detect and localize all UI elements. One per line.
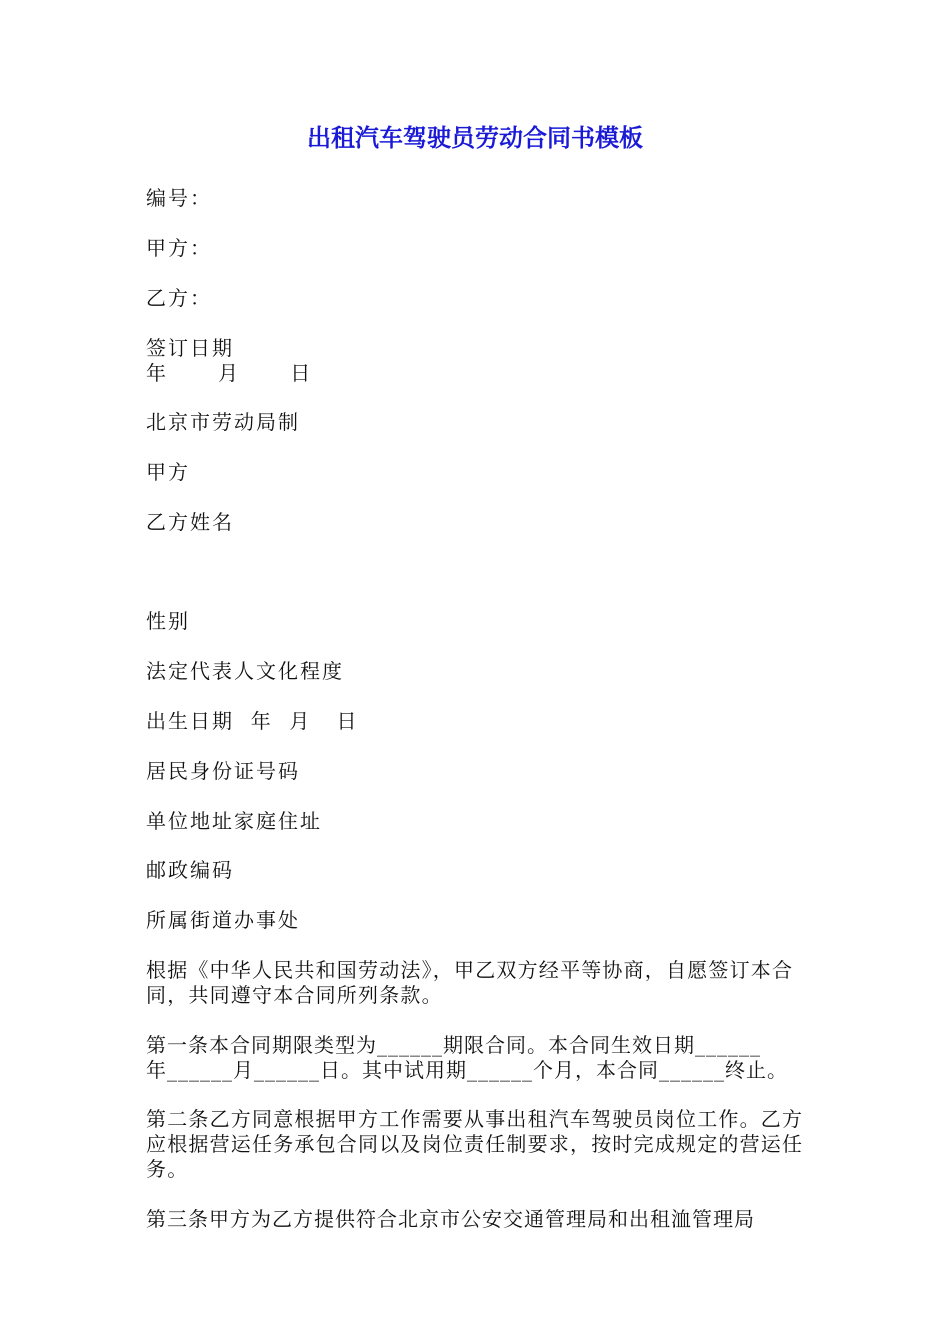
gender-field: 性别: [146, 609, 190, 633]
birth-date-field: 出生日期 年 月 日: [146, 709, 359, 733]
preamble-paragraph: 根据《中华人民共和国劳动法》，甲乙双方经平等协商，自愿签订本合同，共同遵守本合同所列条款。: [146, 958, 794, 1007]
party-b-name-field: 乙方姓名: [146, 510, 234, 534]
article-1-line-1: 第一条本合同期限类型为______期限合同。本合同生效日期______: [146, 1033, 761, 1057]
legal-rep-education-field: 法定代表人文化程度: [146, 659, 344, 683]
address-field: 单位地址家庭住址: [146, 809, 322, 833]
party-a-plain: 甲方: [146, 460, 190, 484]
article-1-line-2: 年______月______日。其中试用期______个月，本合同______终止。: [146, 1058, 788, 1082]
article-3-partial: 第三条甲方为乙方提供符合北京市公安交通管理局和出租洫管理局: [146, 1207, 755, 1231]
article-2-paragraph: 第二条乙方同意根据甲方工作需要从事出租汽车驾驶员岗位工作。乙方应根据营运任务承包合同以及岗位责任制要求，按时完成规定的营运任务。: [146, 1107, 804, 1181]
postal-code-field: 邮政编码: [146, 858, 234, 882]
party-a-field: 甲方：: [146, 236, 212, 260]
sign-date-label: 签订日期: [146, 336, 234, 360]
document-title: 出租汽车驾驶员劳动合同书模板: [307, 124, 643, 152]
sign-date-ymd: 年 月 日: [146, 361, 313, 385]
issuer-line: 北京市劳动局制: [146, 410, 300, 434]
id-number-field: 居民身份证号码: [146, 759, 300, 783]
party-b-field: 乙方：: [146, 286, 212, 310]
contract-number-field: 编号：: [146, 186, 212, 210]
subdistrict-office-field: 所属街道办事处: [146, 908, 300, 932]
